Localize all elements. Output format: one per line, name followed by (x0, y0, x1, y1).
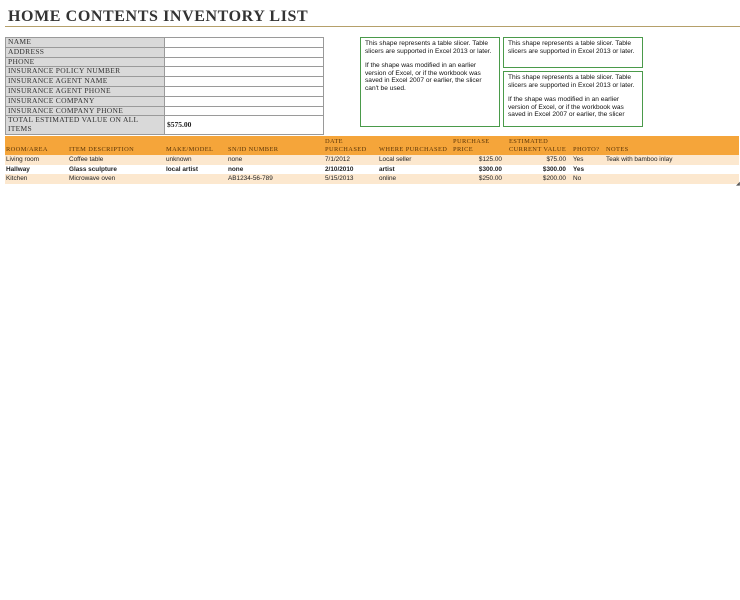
table-cell[interactable]: none (227, 165, 324, 175)
table-cell[interactable]: Living room (5, 155, 68, 165)
info-row (6, 86, 324, 96)
col-header-make[interactable]: MAKE/MODEL (165, 136, 227, 155)
total-value-cell[interactable]: $575.00 (165, 116, 324, 135)
table-cell[interactable]: Yes (572, 165, 605, 175)
info-row (6, 38, 324, 48)
table-cell[interactable]: Hallway (5, 165, 68, 175)
table-cell[interactable]: Yes (572, 155, 605, 165)
info-value-cell[interactable] (165, 67, 324, 77)
info-value-cell[interactable] (165, 86, 324, 96)
table-header-row (5, 136, 739, 155)
col-header-value[interactable]: ESTIMATED CURRENT VALUE (508, 136, 572, 155)
table-cell[interactable]: 5/15/2013 (324, 174, 378, 184)
table-cell[interactable] (605, 174, 739, 184)
info-row (6, 96, 324, 106)
info-label: INSURANCE POLICY NUMBER (6, 67, 165, 77)
info-label: ADDRESS (6, 47, 165, 57)
info-value-cell[interactable] (165, 57, 324, 67)
col-header-notes[interactable]: NOTES (605, 136, 739, 155)
table-cell[interactable]: $300.00 (452, 165, 508, 175)
table-cell[interactable]: No (572, 174, 605, 184)
table-cell[interactable] (165, 174, 227, 184)
table-cell[interactable]: Local seller (378, 155, 452, 165)
info-value-cell[interactable] (165, 106, 324, 116)
table-cell[interactable]: 7/1/2012 (324, 155, 378, 165)
col-header-price[interactable]: PURCHASE PRICE (452, 136, 508, 155)
table-cell[interactable]: $300.00 (508, 165, 572, 175)
info-label: PHONE (6, 57, 165, 67)
slicer-placeholder[interactable] (360, 37, 500, 127)
table-row (5, 174, 739, 184)
col-header-where[interactable]: WHERE PURCHASED (378, 136, 452, 155)
info-value-cell[interactable] (165, 47, 324, 57)
info-row (6, 77, 324, 87)
inventory-table (5, 136, 739, 184)
slicer-text: If the shape was modified in an earlier version of Excel, or if the workbook was saved in Excel 2007 or earlier, the slicer can't be used. (365, 62, 482, 92)
info-label: INSURANCE AGENT NAME (6, 77, 165, 87)
table-cell[interactable]: $125.00 (452, 155, 508, 165)
info-label: NAME (6, 38, 165, 48)
title-divider (5, 26, 740, 27)
table-cell[interactable]: Microwave oven (68, 174, 165, 184)
info-row (6, 116, 324, 135)
slicer-text: This shape represents a table slicer. Table slicers are supported in Excel 2013 or later. (508, 40, 635, 55)
info-label: INSURANCE COMPANY (6, 96, 165, 106)
table-row (5, 165, 739, 175)
slicer-placeholder[interactable] (503, 37, 643, 68)
table-cell[interactable]: Coffee table (68, 155, 165, 165)
table-cell[interactable]: Glass sculpture (68, 165, 165, 175)
info-label: INSURANCE AGENT PHONE (6, 86, 165, 96)
info-value-cell[interactable] (165, 38, 324, 48)
table-cell[interactable]: $250.00 (452, 174, 508, 184)
table-cell[interactable]: online (378, 174, 452, 184)
table-cell[interactable]: 2/10/2010 (324, 165, 378, 175)
slicer-text: This shape represents a table slicer. Table slicers are supported in Excel 2013 or later. (508, 74, 635, 89)
table-cell[interactable]: $200.00 (508, 174, 572, 184)
slicer-text: If the shape was modified in an earlier version of Excel, or if the workbook was saved in Excel 2007 or earlier, the slicer (508, 96, 625, 119)
table-cell[interactable]: $75.00 (508, 155, 572, 165)
table-cell[interactable]: AB1234-56-789 (227, 174, 324, 184)
info-value-cell[interactable] (165, 96, 324, 106)
table-cell[interactable] (605, 165, 739, 175)
table-cell[interactable]: none (227, 155, 324, 165)
col-header-room[interactable]: ROOM/AREA (5, 136, 68, 155)
col-header-date[interactable]: DATE PURCHASED (324, 136, 378, 155)
policy-info-table (5, 37, 324, 135)
page-title: HOME CONTENTS INVENTORY LIST (8, 8, 309, 25)
slicer-text: This shape represents a table slicer. Table slicers are supported in Excel 2013 or later. (365, 40, 492, 55)
info-value-cell[interactable] (165, 77, 324, 87)
table-cell[interactable]: unknown (165, 155, 227, 165)
table-cell[interactable]: artist (378, 165, 452, 175)
col-header-item[interactable]: ITEM DESCRIPTION (68, 136, 165, 155)
slicer-placeholder[interactable] (503, 71, 643, 127)
info-label: TOTAL ESTIMATED VALUE ON ALL ITEMS (6, 116, 165, 135)
table-row (5, 155, 739, 165)
table-cell[interactable]: Teak with bamboo inlay (605, 155, 739, 165)
col-header-photo[interactable]: PHOTO? (572, 136, 605, 155)
col-header-sn[interactable]: SN/ID NUMBER (227, 136, 324, 155)
table-cell[interactable]: Kitchen (5, 174, 68, 184)
table-cell[interactable]: local artist (165, 165, 227, 175)
info-row (6, 47, 324, 57)
table-resize-handle-icon[interactable]: ◢ (736, 181, 740, 187)
info-label: INSURANCE COMPANY PHONE (6, 106, 165, 116)
